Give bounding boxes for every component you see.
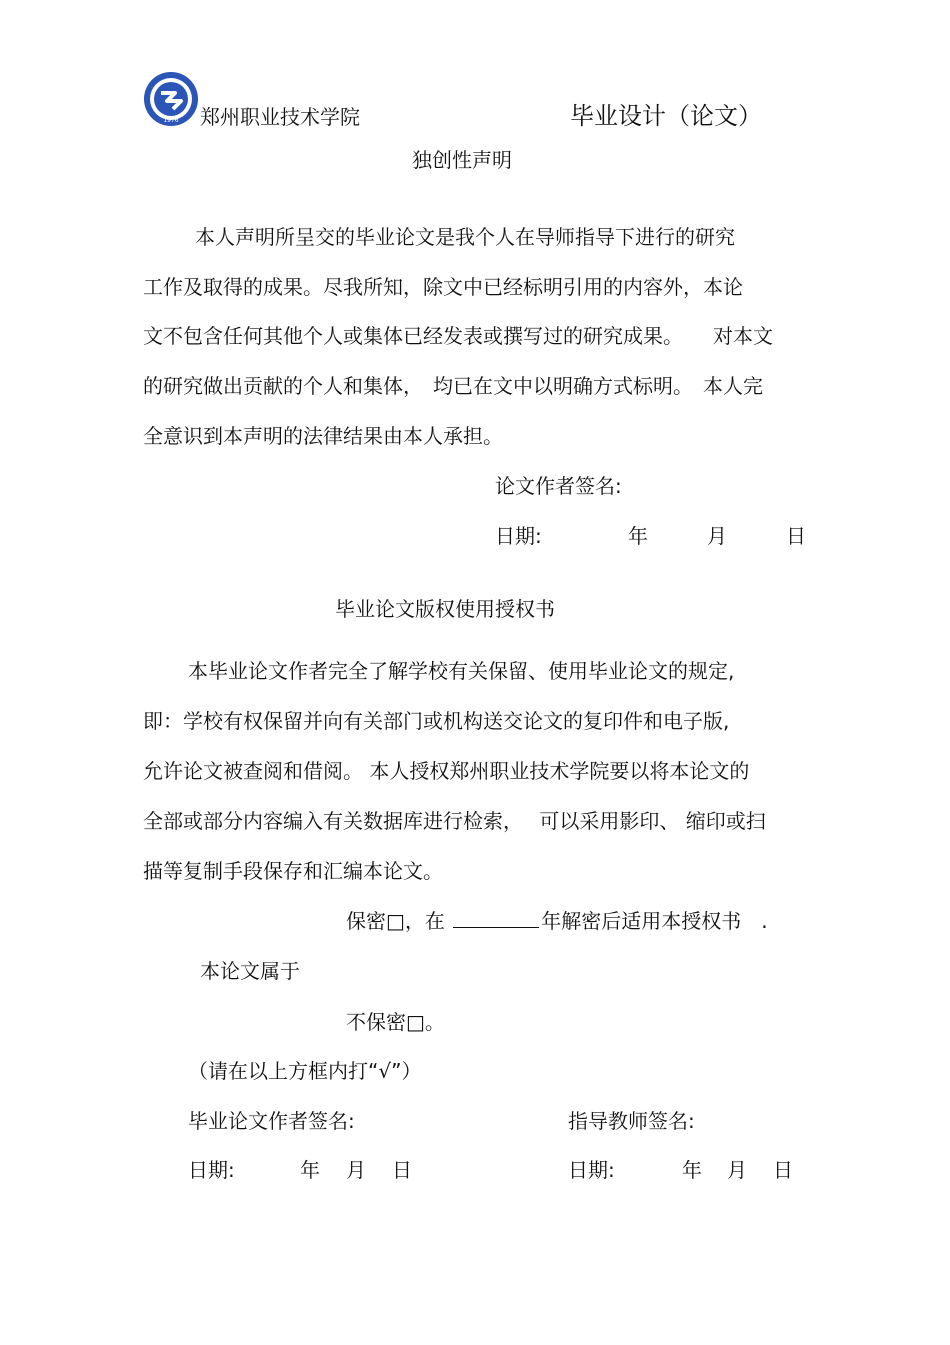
date-month: 月 bbox=[707, 524, 727, 548]
secret-option bbox=[346, 909, 768, 933]
author-date-year: 年 bbox=[300, 1158, 320, 1182]
date-year: 年 bbox=[628, 524, 648, 548]
not-secret-option: 不保密□。 bbox=[346, 1010, 445, 1034]
date-label: 日期: bbox=[495, 524, 542, 548]
advisor-date-year: 年 bbox=[682, 1158, 702, 1182]
authorization-line-2: 即：学校有权保留并向有关部门或机构送交论文的复印件和电子版, bbox=[143, 709, 730, 733]
originality-line-4: 的研究做出贡献的个人和集体， 均已在文中以明确方式标明。 本人完 bbox=[143, 374, 763, 398]
year-blank bbox=[453, 909, 539, 928]
authorization-line-5: 描等复制手段保存和汇编本论文。 bbox=[143, 859, 443, 883]
author-date-day: 日 bbox=[392, 1158, 412, 1182]
secret-prefix: 保密□，在 bbox=[346, 909, 445, 933]
originality-title: 独创性声明 bbox=[412, 148, 512, 172]
originality-line-3: 文不包含任何其他个人或集体已经发表或撰写过的研究成果。 对本文 bbox=[143, 324, 773, 348]
checkbox-instruction: （请在以上方框内打“√”） bbox=[188, 1059, 422, 1083]
advisor-date-label: 日期: bbox=[568, 1158, 615, 1182]
authorization-line-4: 全部或部分内容编入有关数据库进行检索， 可以采用影印、 缩印或扫 bbox=[143, 809, 766, 833]
belongs-label: 本论文属于 bbox=[200, 959, 300, 983]
advisor-date-day: 日 bbox=[773, 1158, 793, 1182]
secret-suffix: 年解密后适用本授权书 . bbox=[541, 909, 768, 933]
document-type: 毕业设计（论文） bbox=[570, 102, 762, 130]
authorization-line-1: 本毕业论文作者完全了解学校有关保留、使用毕业论文的规定, bbox=[188, 659, 735, 683]
author-date-label: 日期: bbox=[188, 1158, 235, 1182]
originality-line-2: 工作及取得的成果。尽我所知，除文中已经标明引用的内容外，本论 bbox=[143, 275, 743, 299]
author-date-month: 月 bbox=[346, 1158, 366, 1182]
author-signature-label: 论文作者签名: bbox=[495, 474, 622, 498]
authorization-line-3: 允许论文被查阅和借阅。 本人授权郑州职业技术学院要以将本论文的 bbox=[143, 759, 750, 783]
originality-line-5: 全意识到本声明的法律结果由本人承担。 bbox=[143, 424, 503, 448]
logo-year: 1976 bbox=[163, 117, 179, 124]
authorization-title: 毕业论文版权使用授权书 bbox=[335, 597, 555, 621]
advisor-date-month: 月 bbox=[727, 1158, 747, 1182]
school-logo bbox=[141, 71, 201, 127]
date-day: 日 bbox=[786, 524, 806, 548]
thesis-author-signature-label: 毕业论文作者签名: bbox=[188, 1109, 355, 1133]
school-name: 郑州职业技术学院 bbox=[200, 105, 360, 129]
originality-line-1: 本人声明所呈交的毕业论文是我个人在导师指导下进行的研究 bbox=[195, 225, 735, 249]
advisor-signature-label: 指导教师签名: bbox=[568, 1109, 695, 1133]
